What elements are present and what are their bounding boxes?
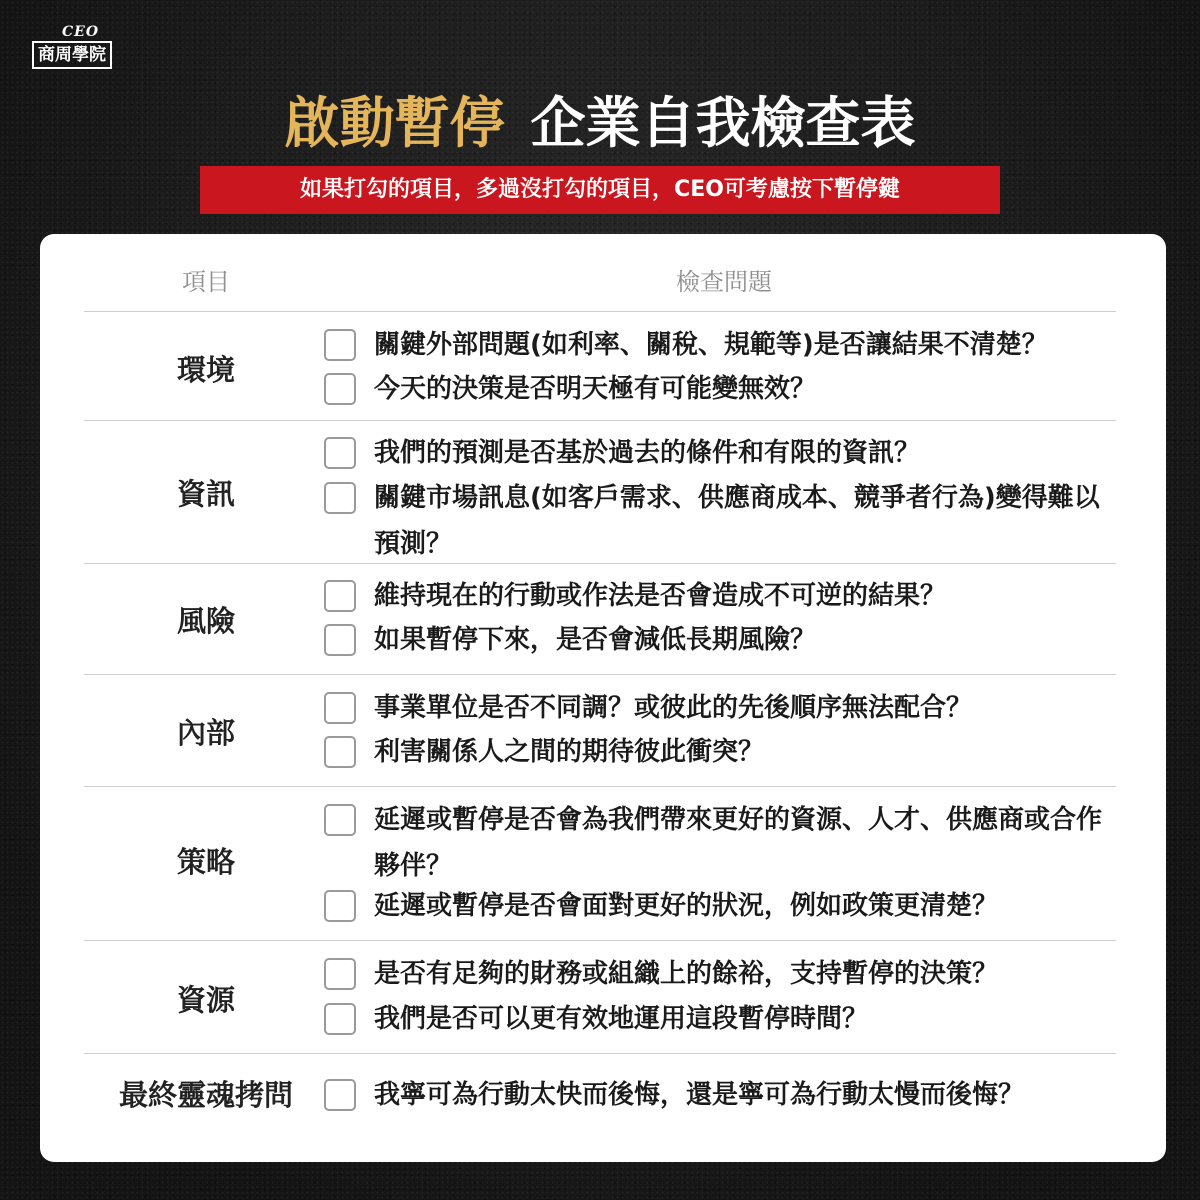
question-text: 關鍵市場訊息(如客戶需求、供應商成本、競爭者行為)變得難以預測？ xyxy=(374,483,1100,559)
category-label: 風險 xyxy=(176,604,235,638)
checkbox[interactable] xyxy=(324,736,356,768)
checkbox[interactable] xyxy=(324,373,356,405)
checklist-item xyxy=(324,685,1124,731)
checklist-item xyxy=(324,366,1124,412)
checkbox[interactable] xyxy=(324,804,356,836)
page-title xyxy=(0,88,1200,158)
checklist-item xyxy=(324,1072,1124,1118)
category-label: 資源 xyxy=(176,983,235,1017)
question-text: 如果暫停下來，是否會減低長期風險？ xyxy=(374,625,817,655)
question-text: 我們的預測是否基於過去的條件和有限的資訊？ xyxy=(374,438,921,468)
question-text: 今天的決策是否明天極有可能變無效？ xyxy=(374,374,817,404)
category-label: 最終靈魂拷問 xyxy=(118,1078,293,1112)
checklist-item xyxy=(324,322,1124,368)
checklist-item xyxy=(324,729,1124,775)
category-label: 環境 xyxy=(176,353,235,387)
column-header-question: 檢查問題 xyxy=(676,268,772,296)
question-text: 延遲或暫停是否會為我們帶來更好的資源、人才、供應商或合作夥伴？ xyxy=(374,805,1103,881)
column-header-item: 項目 xyxy=(182,268,230,296)
question-text: 事業單位是否不同調？或彼此的先後順序無法配合？ xyxy=(374,693,973,723)
checklist-item xyxy=(324,883,1124,929)
divider xyxy=(84,1053,1116,1054)
checkbox[interactable] xyxy=(324,1079,356,1111)
divider xyxy=(84,311,1116,312)
checklist-item xyxy=(324,951,1124,997)
checklist-item xyxy=(324,430,1124,476)
divider xyxy=(84,674,1116,675)
category-label: 策略 xyxy=(176,845,235,879)
logo xyxy=(32,24,128,70)
logo-brand-text: 商周學院 xyxy=(32,41,112,69)
checkbox[interactable] xyxy=(324,482,356,514)
checklist-item xyxy=(324,797,1124,889)
checkbox[interactable] xyxy=(324,624,356,656)
checkbox[interactable] xyxy=(324,692,356,724)
question-text: 我寧可為行動太快而後悔，還是寧可為行動太慢而後悔？ xyxy=(374,1080,1025,1110)
checklist-item xyxy=(324,475,1124,567)
question-text: 關鍵外部問題(如利率、關稅、規範等)是否讓結果不清楚？ xyxy=(374,330,1048,360)
category-label: 資訊 xyxy=(176,477,235,511)
checkbox[interactable] xyxy=(324,437,356,469)
checkbox[interactable] xyxy=(324,329,356,361)
checkbox[interactable] xyxy=(324,580,356,612)
divider xyxy=(84,420,1116,421)
checklist-item xyxy=(324,573,1124,619)
divider xyxy=(84,786,1116,787)
question-text: 維持現在的行動或作法是否會造成不可逆的結果？ xyxy=(374,581,947,611)
divider xyxy=(84,563,1116,564)
question-text: 延遲或暫停是否會面對更好的狀況，例如政策更清楚？ xyxy=(374,891,999,921)
checkbox[interactable] xyxy=(324,1003,356,1035)
checkbox[interactable] xyxy=(324,890,356,922)
checkbox[interactable] xyxy=(324,958,356,990)
category-label: 內部 xyxy=(176,716,235,750)
logo-ceo-text: CEO xyxy=(62,24,100,40)
title-main: 企業自我檢查表 xyxy=(530,91,916,155)
checklist-item xyxy=(324,617,1124,663)
checklist-item xyxy=(324,996,1124,1042)
question-text: 利害關係人之間的期待彼此衝突？ xyxy=(374,737,765,767)
question-text: 是否有足夠的財務或組織上的餘裕，支持暫停的決策？ xyxy=(374,959,999,989)
question-text: 我們是否可以更有效地運用這段暫停時間？ xyxy=(374,1004,869,1034)
title-highlight: 啟動暫停 xyxy=(284,91,505,155)
subtitle-banner: 如果打勾的項目，多過沒打勾的項目，CEO可考慮按下暫停鍵 xyxy=(200,166,1000,214)
divider xyxy=(84,940,1116,941)
